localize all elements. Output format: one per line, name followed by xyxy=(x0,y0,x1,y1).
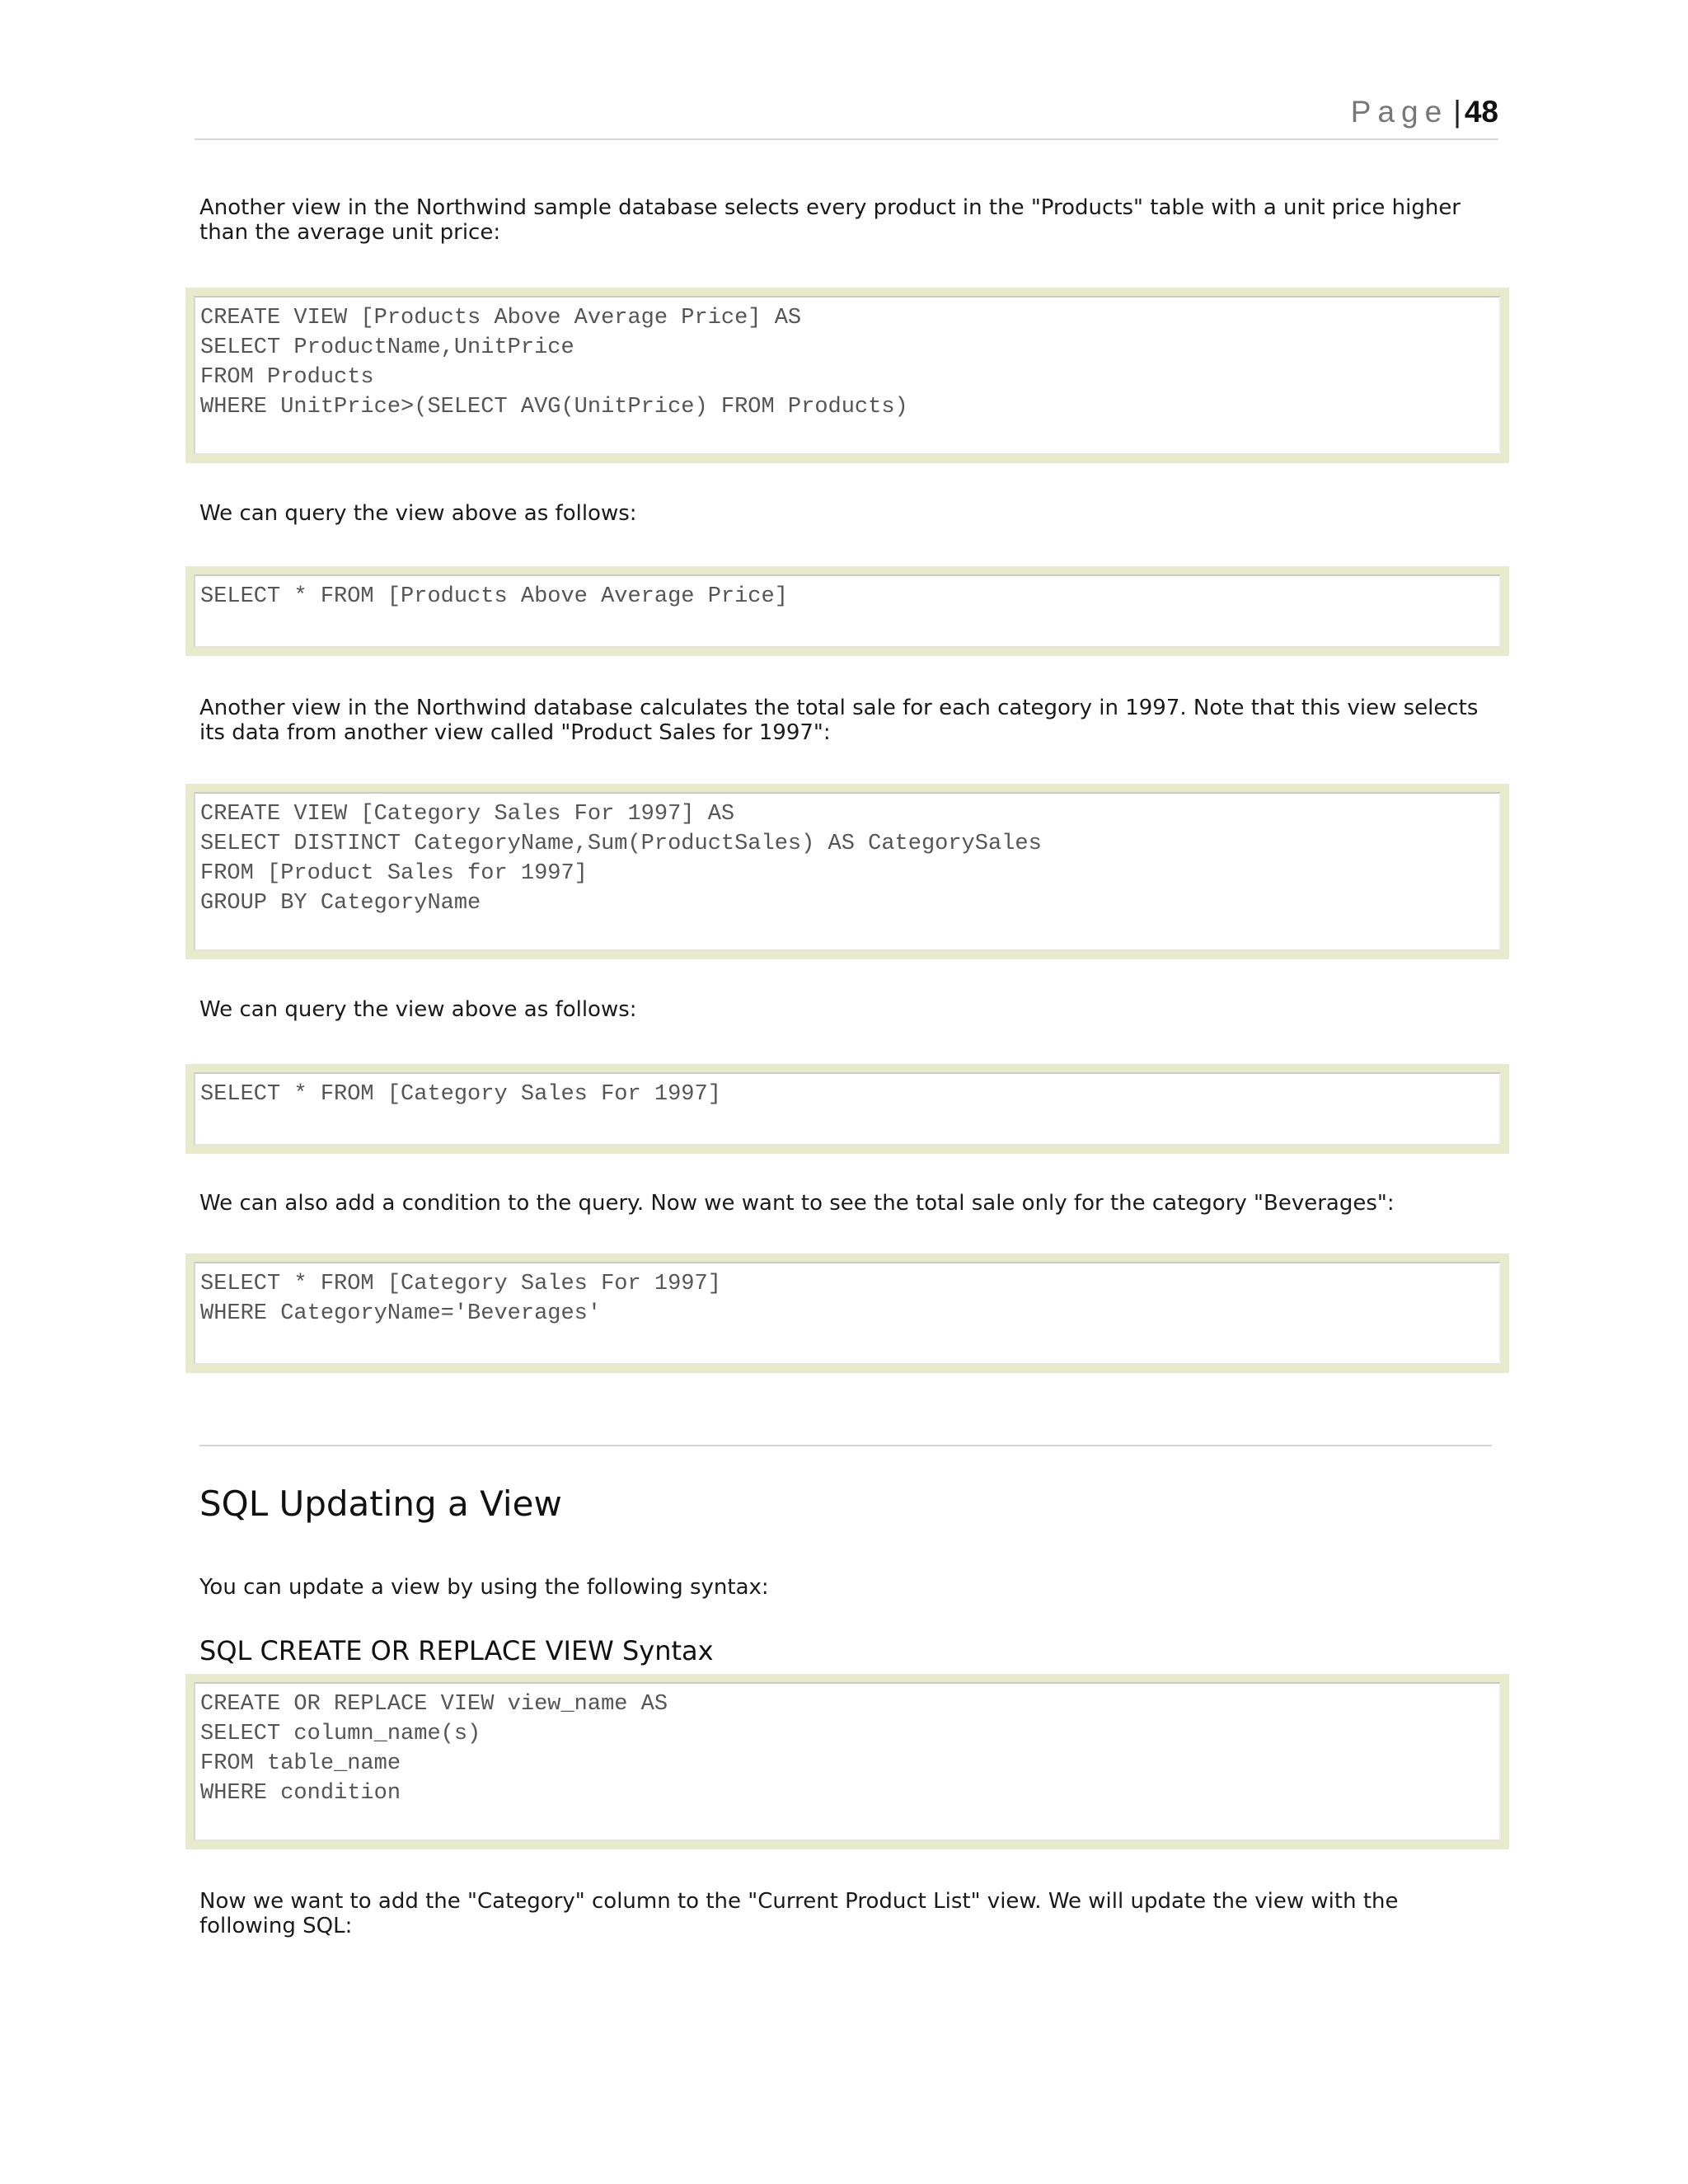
paragraph-add-condition: We can also add a condition to the query. Now we want to see the total sale only for the category "Beverages": xyxy=(199,1191,1395,1216)
code-block-body xyxy=(194,1262,1501,1365)
code-line: CREATE OR REPLACE VIEW view_name AS xyxy=(200,1692,668,1717)
code-line: SELECT DISTINCT CategoryName,Sum(ProductSales) AS CategorySales xyxy=(200,832,1042,856)
code-line: FROM Products xyxy=(200,365,374,390)
header-divider xyxy=(195,138,1498,140)
code-block-body xyxy=(194,574,1501,648)
syntax-heading: SQL CREATE OR REPLACE VIEW Syntax xyxy=(199,1635,714,1666)
code-line: WHERE CategoryName='Beverages' xyxy=(200,1301,602,1326)
code-line: SELECT * FROM [Category Sales For 1997] xyxy=(200,1272,721,1296)
code-block-body xyxy=(194,1072,1501,1146)
code-line: SELECT ProductName,UnitPrice xyxy=(200,335,574,360)
code-block-select-category-view xyxy=(185,1064,1509,1154)
section-divider xyxy=(199,1445,1492,1446)
paragraph-query-view-2: We can query the view above as follows: xyxy=(199,997,637,1022)
code-block-category-sales-1997 xyxy=(185,784,1509,959)
code-line: FROM table_name xyxy=(200,1751,401,1776)
page-separator: | xyxy=(1453,95,1461,129)
code-line: FROM [Product Sales for 1997] xyxy=(200,861,588,886)
code-block-select-products-view xyxy=(185,566,1509,656)
paragraph-add-category-column: Now we want to add the "Category" column to the "Current Product List" view. We will update the view with the following SQL: xyxy=(199,1889,1399,1938)
code-line: SELECT column_name(s) xyxy=(200,1722,481,1746)
paragraph-update-syntax: You can update a view by using the following syntax: xyxy=(199,1575,769,1600)
paragraph-intro-products-view: Another view in the Northwind sample database selects every product in the "Products" table with a unit price higher than the average unit price: xyxy=(199,195,1461,245)
code-line: GROUP BY CategoryName xyxy=(200,891,481,916)
code-block-body xyxy=(194,792,1501,951)
code-block-body xyxy=(194,296,1501,455)
section-heading: SQL Updating a View xyxy=(199,1483,562,1524)
code-line: SELECT * FROM [Products Above Average Price] xyxy=(200,584,788,609)
code-line: CREATE VIEW [Category Sales For 1997] AS xyxy=(200,802,735,827)
paragraph-query-view: We can query the view above as follows: xyxy=(199,501,637,526)
code-block-create-or-replace-syntax xyxy=(185,1674,1509,1849)
code-line: SELECT * FROM [Category Sales For 1997] xyxy=(200,1082,721,1107)
page-number: 48 xyxy=(1464,95,1498,129)
code-block-select-beverages xyxy=(185,1254,1509,1373)
code-block-products-above-average xyxy=(185,288,1509,463)
code-line: WHERE UnitPrice>(SELECT AVG(UnitPrice) FROM Products) xyxy=(200,395,908,419)
code-block-body xyxy=(194,1682,1501,1841)
page-label: Page xyxy=(1350,95,1449,129)
paragraph-category-sales-view: Another view in the Northwind database calculates the total sale for each category in 1997. Note that this view selects its data from another view called "Product Sales for 1997": xyxy=(199,696,1479,745)
code-line: WHERE condition xyxy=(200,1781,401,1806)
page-header xyxy=(0,95,1498,129)
code-line: CREATE VIEW [Products Above Average Price] AS xyxy=(200,306,802,330)
